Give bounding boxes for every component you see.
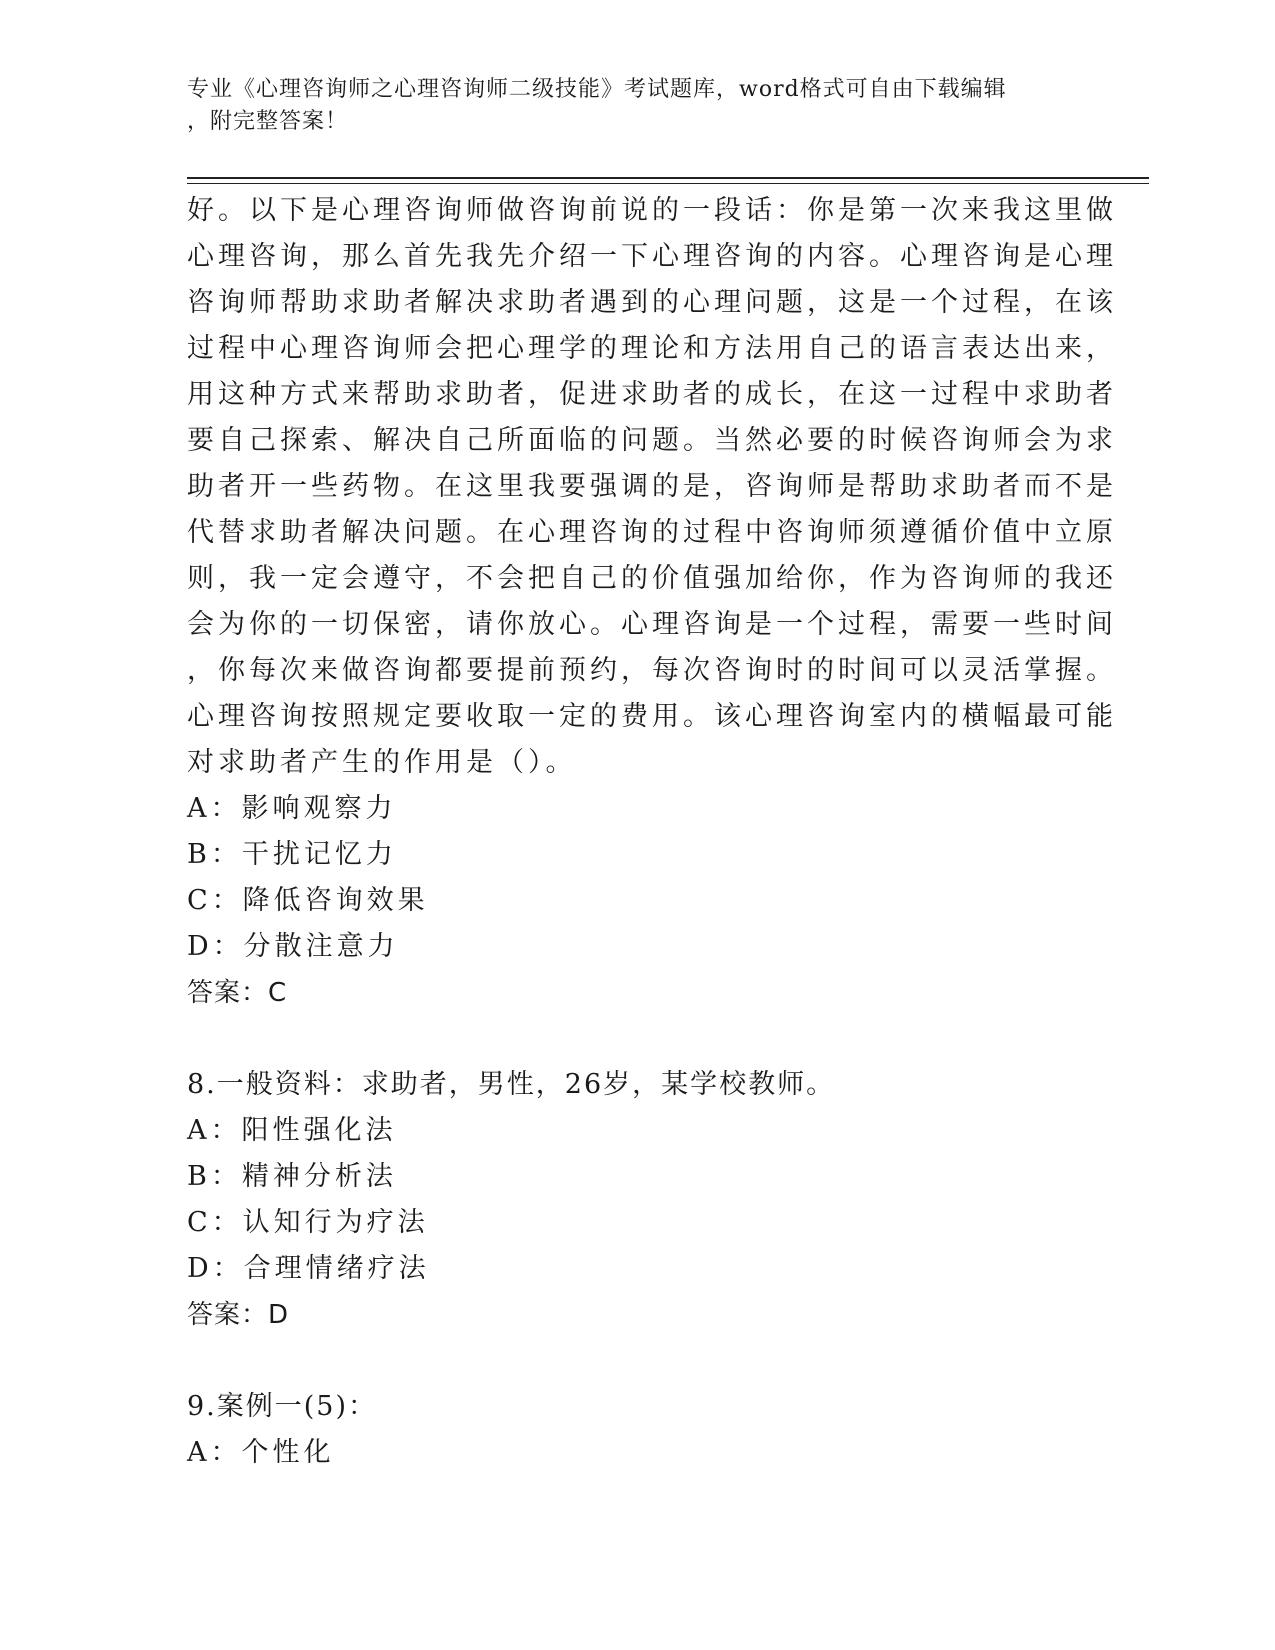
answer-line: 答案：C xyxy=(187,978,288,1008)
option-a: A：影响观察力 xyxy=(187,793,397,824)
header-divider-thin xyxy=(187,183,1149,184)
stem-line: 用这种方式来帮助求助者，促进求助者的成长，在这一过程中求助者 xyxy=(187,379,1117,410)
option-b: B：干扰记忆力 xyxy=(187,839,397,870)
stem-line: 过程中心理咨询师会把心理学的理论和方法用自己的语言表达出来， xyxy=(187,333,1117,364)
question-7-stem xyxy=(187,188,1117,786)
question-9-title: 9.案例一(5)： xyxy=(187,1391,378,1422)
header-line-1: 专业《心理咨询师之心理咨询师二级技能》考试题库，word格式可自由下载编辑 xyxy=(187,77,1007,102)
stem-line: 代替求助者解决问题。在心理咨询的过程中咨询师须遵循价值中立原 xyxy=(187,517,1117,548)
stem-line: 要自己探索、解决自己所面临的问题。当然必要的时候咨询师会为求 xyxy=(187,425,1117,456)
question-7 xyxy=(187,188,1117,1016)
option-a: A：阳性强化法 xyxy=(187,1115,397,1146)
stem-line: 则，我一定会遵守，不会把自己的价值强加给你，作为咨询师的我还 xyxy=(187,563,1117,594)
option-a: A：个性化 xyxy=(187,1437,335,1468)
stem-line: 好。以下是心理咨询师做咨询前说的一段话：你是第一次来我这里做 xyxy=(187,195,1117,226)
question-8 xyxy=(187,1062,1067,1338)
stem-line: 心理咨询，那么首先我先介绍一下心理咨询的内容。心理咨询是心理 xyxy=(187,241,1117,272)
option-d: D：合理情绪疗法 xyxy=(187,1253,430,1284)
stem-line: 心理咨询按照规定要收取一定的费用。该心理咨询室内的横幅最可能 xyxy=(187,701,1117,732)
header-divider-thick xyxy=(187,177,1149,179)
option-d: D：分散注意力 xyxy=(187,931,399,962)
stem-line: 会为你的一切保密，请你放心。心理咨询是一个过程，需要一些时间 xyxy=(187,609,1117,640)
question-gap xyxy=(187,1338,1067,1384)
option-c: C：降低咨询效果 xyxy=(187,885,429,916)
question-gap xyxy=(187,1016,1067,1062)
stem-line: ，你每次来做咨询都要提前预约，每次咨询时的时间可以灵活掌握。 xyxy=(187,655,1117,686)
header-line-2: ，附完整答案！ xyxy=(187,109,349,134)
answer-line: 答案：D xyxy=(187,1300,290,1330)
question-9 xyxy=(187,1384,1067,1476)
document-body xyxy=(187,188,1117,1476)
stem-line: 助者开一些药物。在这里我要强调的是，咨询师是帮助求助者而不是 xyxy=(187,471,1117,502)
document-header xyxy=(187,74,1067,138)
stem-line: 对求助者产生的作用是（）。 xyxy=(187,747,577,778)
option-b: B：精神分析法 xyxy=(187,1161,397,1192)
question-8-title: 8.一般资料：求助者，男性，26岁，某学校教师。 xyxy=(187,1069,836,1100)
stem-line: 咨询师帮助求助者解决求助者遇到的心理问题，这是一个过程，在该 xyxy=(187,287,1117,318)
option-c: C：认知行为疗法 xyxy=(187,1207,429,1238)
